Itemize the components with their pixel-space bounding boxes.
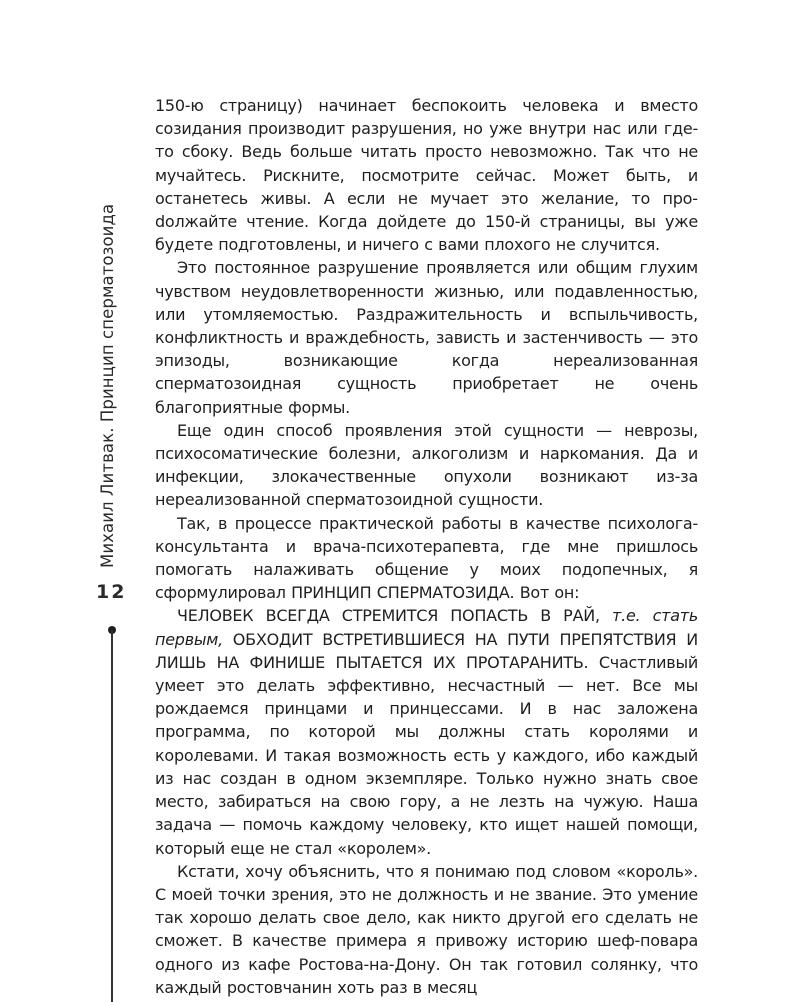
margin-rule (111, 630, 113, 1002)
paragraph-5-principle (155, 604, 698, 859)
paragraph-1: 150-ю страницу) начинает беспокоить человека и вместо созидания производит разрушения, но уже внутри нас или где-то сбоку. Ведь больше читать просто невозможно. Так что не мучайтесь. Рискните, посмотрите сейчас. Может быть, и останетесь живы. А если не мучает это желание, то проdолжайте чтение. Когда дойдете до 150-й страницы, вы уже будете подготовлены, и ничего с вами плохого не случится. (155, 96, 698, 255)
principle-text-end: ОБХОДИТ ВСТРЕТИВШИЕСЯ НА ПУТИ ПРЕПЯТСТВИЯ И ЛИШЬ НА ФИНИШЕ ПЫТАЕТСЯ ИХ ПРОТАРАНИТЬ. Счастливый умеет это делать эффективно, несчастный — нет. Все мы рождаемся принцами и принцессами. И в нас заложена программа, по которой мы должны стать королями и королевами. И такая возможность есть у каждого, ибо каждый из нас создан в одном экземпляре. Только нужно знать свое место, забираться на свою гору, а не лезть на чужую. Наша задача — помочь каждому человеку, кто ищет нашей помощи, который еще не стал «королем». (155, 629, 698, 858)
running-head: Михаил Литвак. Принцип сперматозоида (98, 203, 117, 568)
paragraph-4: Так, в процессе практической работы в качестве психолога-консультанта и врача-психотерапевта, где мне пришлось помогать налаживать общение у моих подопечных, я сформулировал ПРИНЦИП СПЕРМАТОЗИДА. Вот он: (155, 513, 698, 603)
paragraph-6: Кстати, хочу объяснить, что я понимаю под словом «король». С моей точки зрения, это не должность и не звание. Это умение так хорошо делать свое дело, как никто другой его сделать не сможет. В качестве примера я привожу историю шеф-повара одного из кафе Ростова-на-Дону. Он так готовил солянку, что каждый ростовчанин хоть раз в месяц (155, 861, 698, 997)
paragraph-3: Еще один способ проявления этой сущности — неврозы, психосоматические болезни, алкоголизм и наркомания. Да и инфекции, злокачественные опухоли возникают из-за нереализованной сперматозоидной сущности. (155, 420, 698, 510)
principle-italic-text: т.е. стать первым, (155, 606, 699, 649)
body-text (155, 94, 698, 999)
principle-text-start: ЧЕЛОВЕК ВСЕГДА СТРЕМИТСЯ ПОПАСТЬ В РАЙ, (177, 606, 613, 626)
page-number: 12 (96, 581, 127, 603)
paragraph-2: Это постоянное разрушение проявляется или общим глухим чувством неудовлетворенности жизнью, или подавленностью, или утомляемостью. Раздражительность и вспыльчивость, конфликтность и враждебность, зависть и застенчивость — это эпизоды, возникающие когда нереализованная сперматозоидная сущность приобретает не очень благоприятные формы. (155, 258, 698, 417)
